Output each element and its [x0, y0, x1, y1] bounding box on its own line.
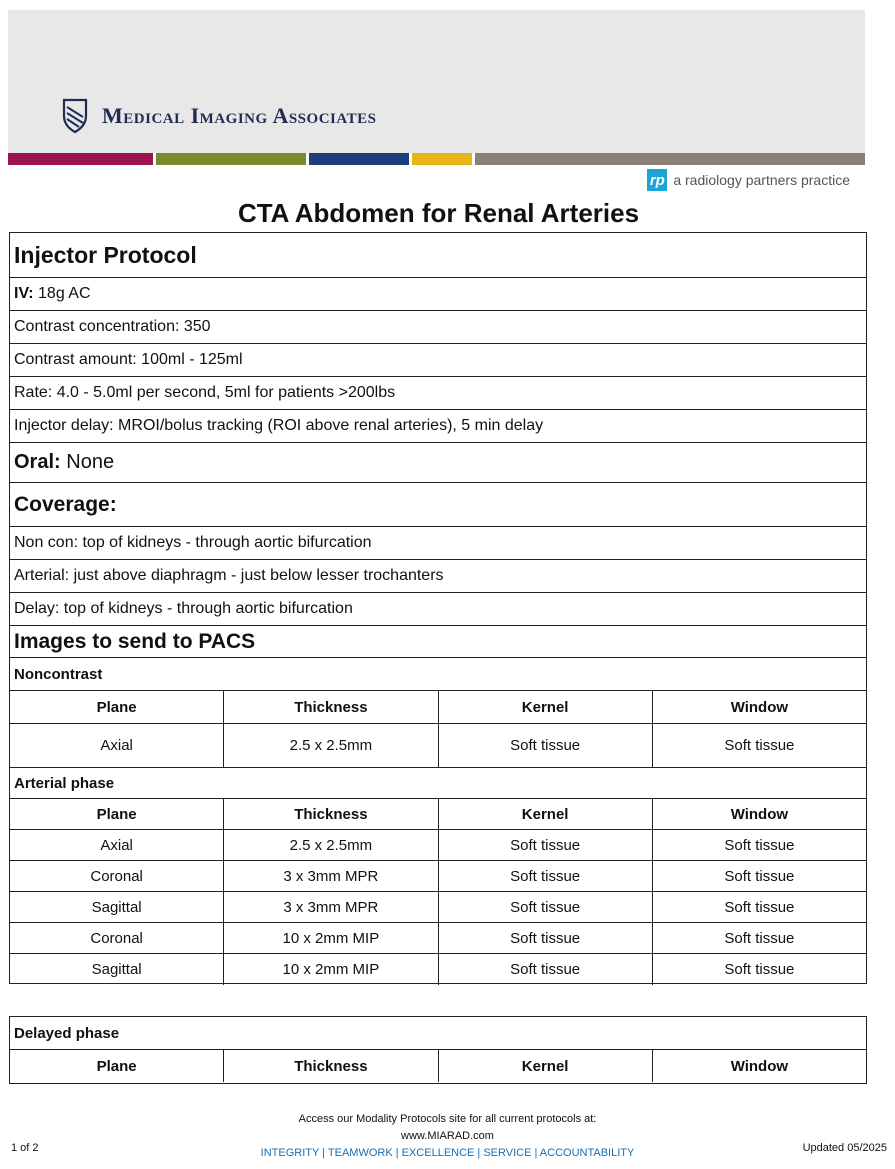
oral-value: None	[66, 451, 115, 473]
noncontrast-label-row	[10, 658, 866, 691]
page-title: CTA Abdomen for Renal Arteries	[237, 198, 640, 228]
table-row	[10, 830, 866, 861]
cell-plane: Coronal	[10, 923, 224, 953]
table-row	[10, 923, 866, 954]
col-plane: Plane	[10, 799, 224, 829]
cell-plane: Axial	[10, 830, 224, 860]
oral-row	[10, 443, 866, 483]
brand-bar-4	[412, 153, 472, 165]
company-logo	[62, 98, 376, 134]
cell-thickness: 2.5 x 2.5mm	[224, 830, 438, 860]
rate-text: Rate: 4.0 - 5.0ml per second, 5ml for patients >200lbs	[14, 384, 396, 401]
brand-bar-3	[309, 153, 409, 165]
iv-label: IV:	[14, 285, 34, 302]
footer-access-text: Access our Modality Protocols site for all current protocols at:	[298, 1113, 597, 1125]
cell-thickness: 10 x 2mm MIP	[224, 954, 438, 985]
injector-heading-text: Injector Protocol	[14, 241, 197, 268]
concentration-row	[10, 311, 866, 344]
concentration-text: Contrast concentration: 350	[14, 318, 211, 335]
cell-kernel: Soft tissue	[439, 923, 653, 953]
coverage-noncon-row	[10, 527, 866, 560]
cell-window: Soft tissue	[724, 867, 795, 885]
arterial-header-row	[10, 799, 866, 830]
cell-thickness: 2.5 x 2.5mm	[224, 724, 438, 767]
col-window: Window	[730, 1057, 789, 1075]
noncontrast-header-row	[10, 691, 866, 724]
updated-date: Updated 05/2025	[802, 1142, 887, 1154]
table-row	[10, 724, 866, 768]
cell-plane: Coronal	[10, 861, 224, 891]
cell-thickness: 10 x 2mm MIP	[224, 923, 438, 953]
coverage-arterial-row	[10, 560, 866, 593]
col-thickness: Thickness	[224, 799, 438, 829]
shield-logo-icon	[62, 98, 88, 134]
cell-window: Soft tissue	[724, 737, 795, 754]
delayed-label: Delayed phase	[14, 1024, 120, 1042]
company-name: Medical Imaging Associates	[102, 103, 377, 128]
iv-row	[10, 278, 866, 311]
iv-value: 18g AC	[38, 285, 91, 302]
footer-values: INTEGRITY | TEAMWORK | EXCELLENCE | SERVICE | ACCOUNTABILITY	[260, 1147, 635, 1159]
arterial-label-row	[10, 768, 866, 799]
cell-plane: Axial	[10, 724, 224, 767]
noncontrast-label: Noncontrast	[14, 665, 103, 683]
col-kernel: Kernel	[439, 799, 653, 829]
partner-text: a radiology partners practice	[673, 172, 850, 188]
cell-kernel: Soft tissue	[439, 830, 653, 860]
cell-window: Soft tissue	[724, 836, 795, 854]
rate-row	[10, 377, 866, 410]
coverage-delay-row	[10, 593, 866, 626]
page-number: 1 of 2	[11, 1142, 39, 1154]
delayed-phase-table	[9, 1016, 867, 1084]
cell-thickness: 3 x 3mm MPR	[224, 892, 438, 922]
table-row	[10, 892, 866, 923]
injector-heading	[10, 233, 866, 278]
coverage-arterial-text: Arterial: just above diaphragm - just below lesser trochanters	[14, 567, 444, 584]
coverage-delay-text: Delay: top of kidneys - through aortic bifurcation	[14, 600, 353, 617]
col-thickness: Thickness	[224, 691, 438, 723]
pacs-heading-text: Images to send to PACS	[14, 629, 256, 653]
col-kernel: Kernel	[439, 1050, 653, 1082]
arterial-label: Arterial phase	[14, 774, 115, 792]
amount-row	[10, 344, 866, 377]
table-row	[10, 861, 866, 892]
col-plane: Plane	[10, 1050, 224, 1082]
delayed-header-row	[10, 1050, 866, 1082]
col-window: Window	[730, 805, 789, 823]
rp-logo-icon: rp	[647, 169, 667, 191]
col-window: Window	[730, 698, 789, 716]
pacs-heading	[10, 626, 866, 658]
delayed-label-row	[10, 1017, 866, 1050]
footer	[0, 1111, 895, 1162]
coverage-heading-text: Coverage:	[14, 492, 117, 516]
amount-text: Contrast amount: 100ml - 125ml	[14, 351, 243, 368]
cell-window: Soft tissue	[724, 898, 795, 916]
coverage-noncon-text: Non con: top of kidneys - through aortic bifurcation	[14, 534, 372, 551]
protocol-table	[9, 232, 867, 984]
cell-kernel: Soft tissue	[439, 954, 653, 985]
cell-window: Soft tissue	[724, 961, 795, 978]
table-row	[10, 954, 866, 985]
cell-plane: Sagittal	[10, 954, 224, 985]
col-plane: Plane	[10, 691, 224, 723]
coverage-heading	[10, 483, 866, 527]
cell-window: Soft tissue	[724, 929, 795, 947]
delay-row	[10, 410, 866, 443]
cell-plane: Sagittal	[10, 892, 224, 922]
brand-bar-5	[475, 153, 865, 165]
brand-bar-2	[156, 153, 306, 165]
cell-kernel: Soft tissue	[439, 861, 653, 891]
oral-label: Oral:	[14, 451, 61, 473]
cell-thickness: 3 x 3mm MPR	[224, 861, 438, 891]
brand-bar-1	[8, 153, 153, 165]
col-thickness: Thickness	[224, 1050, 438, 1082]
partner-badge	[647, 169, 850, 191]
col-kernel: Kernel	[439, 691, 653, 723]
footer-url-link[interactable]: www.MIARAD.com	[401, 1130, 494, 1142]
cell-kernel: Soft tissue	[439, 724, 653, 767]
delay-text: Injector delay: MROI/bolus tracking (ROI above renal arteries), 5 min delay	[14, 417, 544, 434]
cell-kernel: Soft tissue	[439, 892, 653, 922]
